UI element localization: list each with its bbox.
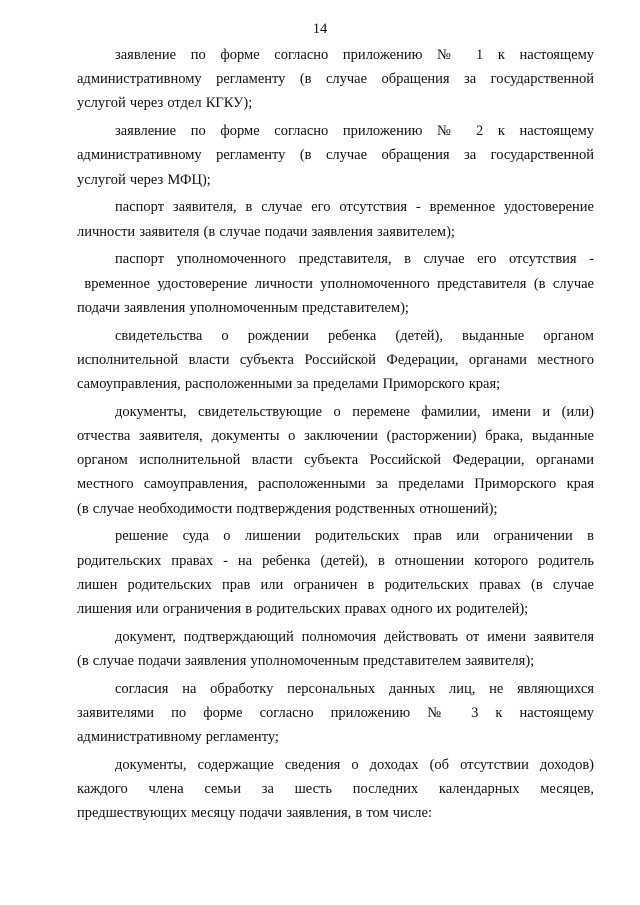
text-line: услугой через отдел КГКУ); xyxy=(77,95,253,112)
paragraph-representative-passport xyxy=(77,247,594,320)
document-body xyxy=(77,43,594,829)
text-line: отчества заявителя, документы о заключении (расторжении) брака, выданные xyxy=(77,428,594,445)
text-line: заявление по форме согласно приложению № 2 к настоящему xyxy=(115,123,594,140)
paragraph-income-documents xyxy=(77,753,594,826)
text-line: самоуправления, расположенными за пределами Приморского края; xyxy=(77,376,501,393)
paragraph-applicant-passport xyxy=(77,195,594,243)
text-line: паспорт заявителя, в случае его отсутствия - временное удостоверение xyxy=(115,199,594,216)
text-line: лишен родительских прав или ограничен в родительских правах (в случае xyxy=(77,576,594,593)
paragraph-application-form-2 xyxy=(77,119,594,192)
text-line: личности заявителя (в случае подачи заявления заявителем); xyxy=(77,223,455,240)
text-line: подачи заявления уполномоченным представителем); xyxy=(77,299,409,316)
paragraph-power-of-attorney xyxy=(77,625,594,673)
page-number: 14 xyxy=(312,21,328,37)
text-line: временное удостоверение личности уполномоченного представителя (в случае xyxy=(77,275,594,292)
text-line: (в случае необходимости подтверждения родственных отношений); xyxy=(77,500,498,517)
text-line: заявителями по форме согласно приложению № 3 к настоящему xyxy=(77,705,594,722)
text-line: заявление по форме согласно приложению № 1 к настоящему xyxy=(115,47,594,63)
text-line: (в случае подачи заявления уполномоченным представителем заявителя); xyxy=(77,653,535,670)
text-line: каждого члена семьи за шесть последних календарных месяцев, xyxy=(77,781,594,798)
paragraph-personal-data-consent xyxy=(77,677,594,750)
paragraph-court-decision xyxy=(77,524,594,621)
text-line: свидетельства о рождении ребенка (детей), выданные органом xyxy=(115,327,594,344)
paragraph-application-form-1 xyxy=(77,43,594,116)
text-line: исполнительной власти субъекта Российской Федерации, органами местного xyxy=(77,351,594,368)
text-line: лишения или ограничения в родительских правах одного их родителей); xyxy=(77,601,529,618)
text-line: документ, подтверждающий полномочия действовать от имени заявителя xyxy=(115,628,594,645)
paragraph-birth-certificates xyxy=(77,324,594,397)
text-line: органом исполнительной власти субъекта Российской Федерации, органами xyxy=(77,452,594,469)
text-line: предшествующих месяцу подачи заявления, в том числе: xyxy=(77,805,432,822)
text-line: административному регламенту; xyxy=(77,729,279,746)
text-line: административному регламенту (в случае обращения за государственной xyxy=(77,71,594,88)
text-line: решение суда о лишении родительских прав или ограничении в xyxy=(115,528,594,545)
text-line: административному регламенту (в случае обращения за государственной xyxy=(77,147,594,164)
text-line: согласия на обработку персональных данных лиц, не являющихся xyxy=(115,680,594,697)
text-line: услугой через МФЦ); xyxy=(77,171,211,188)
text-line: документы, содержащие сведения о доходах (об отсутствии доходов) xyxy=(115,757,594,774)
text-line: местного самоуправления, расположенными за пределами Приморского края xyxy=(77,476,594,493)
text-line: документы, свидетельствующие о перемене фамилии, имени и (или) xyxy=(115,403,594,420)
text-line: паспорт уполномоченного представителя, в случае его отсутствия - xyxy=(115,251,594,268)
paragraph-name-change-documents xyxy=(77,400,594,521)
text-line: родительских правах - на ребенка (детей), в отношении которого родитель xyxy=(77,552,594,569)
